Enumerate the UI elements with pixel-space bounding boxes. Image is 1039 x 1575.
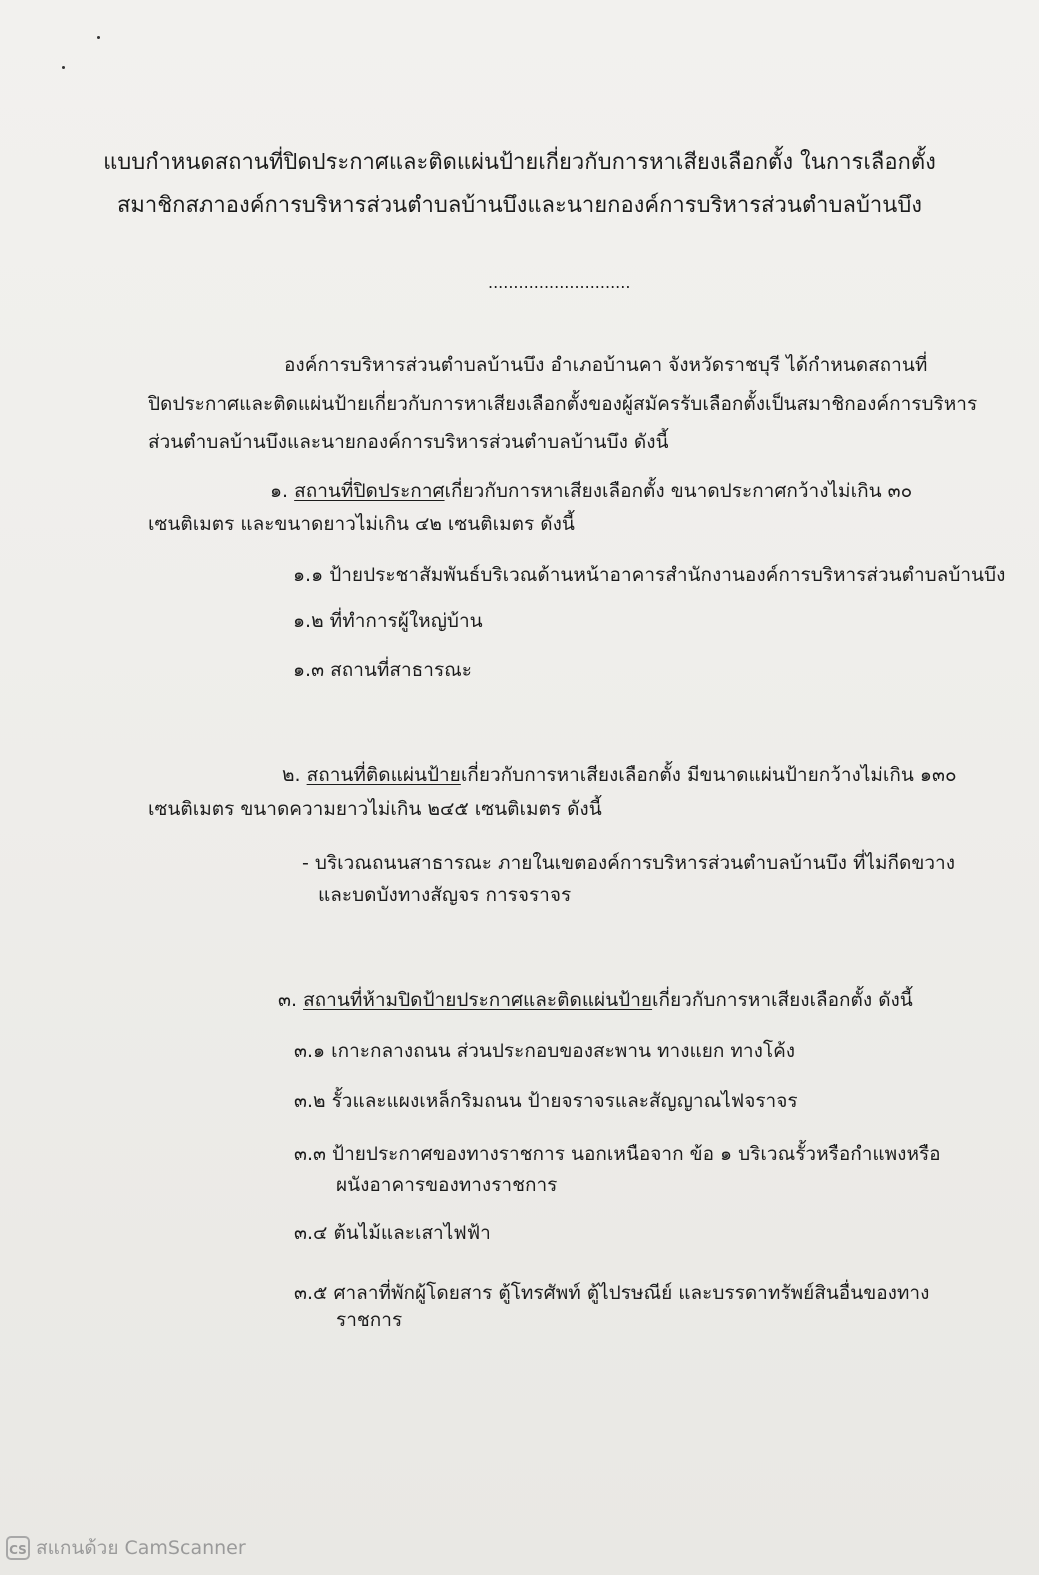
section1-rest: เกี่ยวกับการหาเสียงเลือกตั้ง ขนาดประกาศกว้างไม่เกิน ๓๐ bbox=[444, 480, 913, 502]
doc-title-line2: สมาชิกสภาองค์การบริหารส่วนตำบลบ้านบึงและนายกองค์การบริหารส่วนตำบลบ้านบึง bbox=[116, 193, 923, 218]
section1-line2: เซนติเมตร และขนาดยาวไม่เกิน ๔๒ เซนติเมตร ดังนี้ bbox=[148, 513, 575, 535]
camscanner-watermark bbox=[6, 1533, 246, 1563]
section3-item: ๓.๓ ป้ายประกาศของทางราชการ นอกเหนือจาก ข้อ ๑ บริเวณรั้วหรือกำแพงหรือ bbox=[294, 1143, 941, 1165]
section2-underlined: สถานที่ติดแผ่นป้าย bbox=[306, 764, 461, 786]
section3-heading bbox=[278, 987, 913, 1013]
scan-speck bbox=[97, 36, 100, 39]
intro-line3: ส่วนตำบลบ้านบึงและนายกองค์การบริหารส่วนตำบลบ้านบึง ดังนี้ bbox=[148, 431, 669, 453]
section3-item-cont: ราชการ bbox=[336, 1309, 403, 1331]
section3-item-cont: ผนังอาคารของทางราชการ bbox=[336, 1174, 558, 1196]
section3-item: ๓.๔ ต้นไม้และเสาไฟฟ้า bbox=[294, 1222, 491, 1244]
section1-item: ๑.๓ สถานที่สาธารณะ bbox=[293, 659, 472, 681]
section3-item: ๓.๑ เกาะกลางถนน ส่วนประกอบของสะพาน ทางแยก ทางโค้ง bbox=[294, 1040, 796, 1062]
section3-rest: เกี่ยวกับการหาเสียงเลือกตั้ง ดังนี้ bbox=[652, 989, 913, 1011]
scan-speck bbox=[62, 66, 65, 69]
section2-bullet-line1: - บริเวณถนนสาธารณะ ภายในเขตองค์การบริหารส่วนตำบลบ้านบึง ที่ไม่กีดขวาง bbox=[302, 852, 956, 874]
section2-rest: เกี่ยวกับการหาเสียงเลือกตั้ง มีขนาดแผ่นป้ายกว้างไม่เกิน ๑๓๐ bbox=[460, 764, 957, 786]
section3-item: ๓.๒ รั้วและแผงเหล็กริมถนน ป้ายจราจรและสัญญาณไฟจราจร bbox=[294, 1090, 798, 1112]
section3-number: ๓. bbox=[278, 989, 298, 1011]
section1-item: ๑.๒ ที่ทำการผู้ใหญ่บ้าน bbox=[293, 610, 483, 632]
section1-number: ๑. bbox=[270, 480, 289, 502]
section1-item: ๑.๑ ป้ายประชาสัมพันธ์บริเวณด้านหน้าอาคารสำนักงานองค์การบริหารส่วนตำบลบ้านบึง bbox=[293, 564, 1006, 586]
intro-line1: องค์การบริหารส่วนตำบลบ้านบึง อำเภอบ้านคา จังหวัดราชบุรี ได้กำหนดสถานที่ bbox=[284, 354, 928, 376]
section2-bullet-line2: และบดบังทางสัญจร การจราจร bbox=[318, 884, 572, 906]
section3-item: ๓.๕ ศาลาที่พักผู้โดยสาร ตู้โทรศัพท์ ตู้ไปรษณีย์ และบรรดาทรัพย์สินอื่นของทาง bbox=[294, 1282, 930, 1304]
section1-underlined: สถานที่ปิดประกาศ bbox=[294, 480, 445, 502]
doc-title-line1: แบบกำหนดสถานที่ปิดประกาศและติดแผ่นป้ายเกี่ยวกับการหาเสียงเลือกตั้ง ในการเลือกตั้ง bbox=[103, 150, 936, 175]
section3-underlined: สถานที่ห้ามปิดป้ายประกาศและติดแผ่นป้าย bbox=[303, 989, 653, 1011]
section2-line2: เซนติเมตร ขนาดความยาวไม่เกิน ๒๔๕ เซนติเมตร ดังนี้ bbox=[148, 798, 602, 820]
section2-number: ๒. bbox=[282, 764, 301, 786]
intro-line2: ปิดประกาศและติดแผ่นป้ายเกี่ยวกับการหาเสียงเลือกตั้งของผู้สมัครรับเลือกตั้งเป็นสมาชิกองค์การบริหาร bbox=[148, 393, 978, 415]
separator: ............................ bbox=[488, 273, 631, 292]
camscanner-logo-icon: CS bbox=[6, 1536, 30, 1560]
watermark-text: สแกนด้วย CamScanner bbox=[36, 1537, 246, 1559]
section1-heading bbox=[270, 478, 912, 504]
section2-heading bbox=[282, 762, 957, 788]
